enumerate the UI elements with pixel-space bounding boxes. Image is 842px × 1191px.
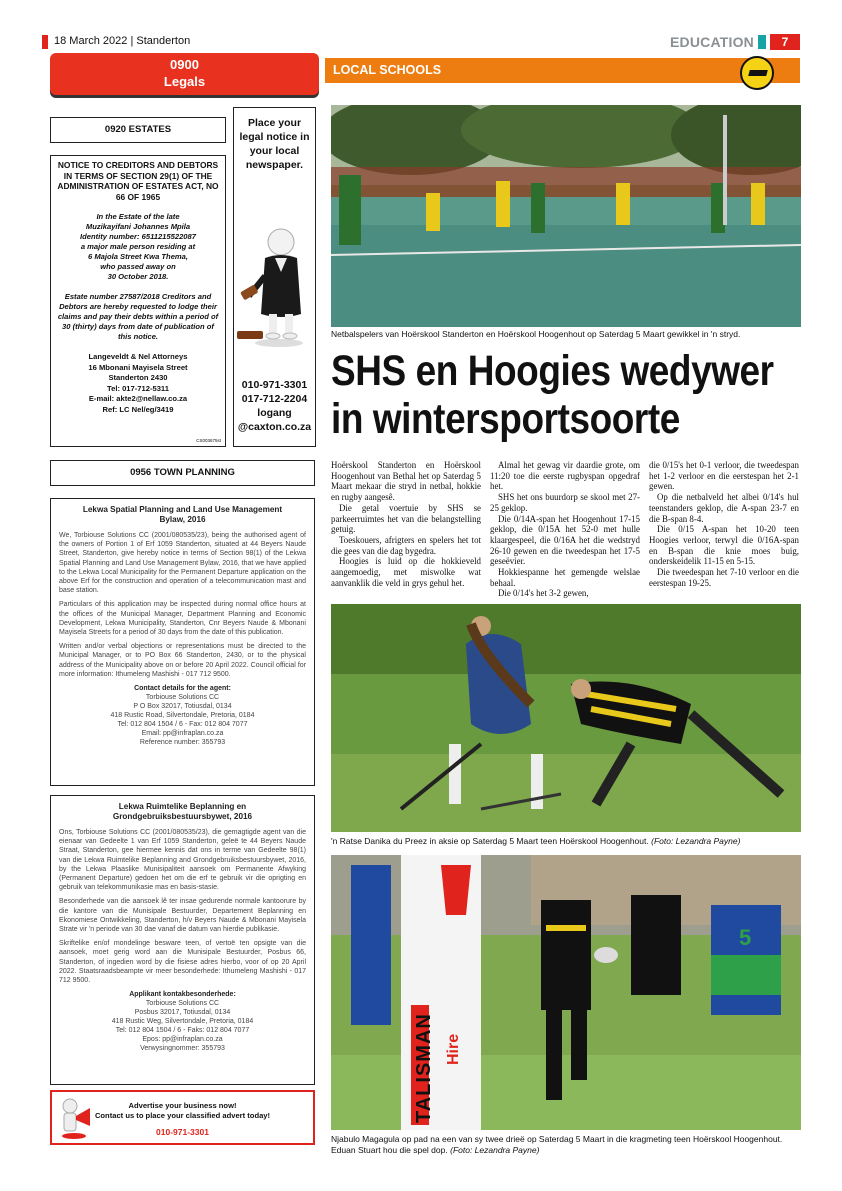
jersey-number: 5 — [739, 925, 752, 950]
attorney-details: Langeveldt & Nel Attorneys 16 Mbonani Mayisela Street Standerton 2430 Tel: 017-712-5311 E-mail: akte2@nellaw.co.za Ref: LC Nel/eg/3419 — [88, 352, 188, 414]
photo-caption-hockey: 'n Ratse Danika du Preez in aksie op Saterdag 5 Maart teen Hoërskool Hoogenhout. (Foto: Lezandra Payne) — [331, 836, 741, 846]
photo-caption-rugby: Njabulo Magagula op pad na een van sy twee drieë op Saterdag 5 Maart in die kragmeting teen Hoërskool Hoogenhout. Eduan Stuart hou die spel dop. (Foto: Lezandra Payne) — [331, 1134, 783, 1155]
article-column-1: Hoërskool Standerton en Hoërskool Hoogenhout van Bethal het op Saterdag 5 Maart mekaar die stryd in netbal, hokkie en rugby aangesê. Die getal voertuie by SHS se parkeerruimtes het van die belangstelling getuig. Toeskouers, afrigters en spelers het tot die gees van die dag bygedra. Hoogies is luid op die hokkieveld aangemoedig, met miswolke wat aanvanklik die veld in grys gehul het. — [331, 460, 481, 588]
header-teal-block — [758, 35, 766, 49]
page-header — [42, 34, 800, 50]
classified-advert-box — [50, 1090, 315, 1145]
advert-phone: 010-971-3301 — [156, 1127, 209, 1137]
banner-text-talisman: TALISMAN — [413, 1013, 435, 1123]
section-title: EDUCATION — [670, 34, 754, 50]
notice-paragraph: Written and/or verbal objections or representations must be directed to the Municipal Manager, or to PO Box 66 Standerton, 2430, or to the physical address of the Municipality above on or before 20 April 2022. Council official for more information: Ithumeleng Mashishi - 017 712 9500. — [59, 643, 306, 678]
legals-banner — [50, 53, 319, 95]
estate-notice-title: NOTICE TO CREDITORS AND DEBTORS IN TERMS OF SECTION 29(1) OF THE ADMINISTRATION OF ESTATES ACT, NO 66 OF 1965 — [57, 160, 219, 202]
estate-body: Estate number 27587/2018 Creditors and Debtors are hereby requested to lodge their claims and pay their debts within a period of 30 (thirty) days from date of publication of this notice. — [57, 292, 219, 341]
megaphone-figure-icon — [56, 1096, 96, 1140]
local-schools-bar — [325, 58, 800, 83]
estates-heading: 0920 ESTATES — [50, 117, 226, 143]
advert-line-1: Advertise your business now! — [128, 1101, 237, 1110]
netball-photo — [331, 105, 801, 327]
page-number: 7 — [770, 34, 800, 50]
notice-title: Lekwa Spatial Planning and Land Use Management Bylaw, 2016 — [82, 505, 283, 524]
article-column-3: die 0/15's het 0-1 verloor, die tweedespan het 1-2 verloor en die eerstespan het 2-1 gewen. Op die netbalveld het albei 0/14's hul teenstanders geklop, die A-span 23-7 en die B-span 8-4. Die 0/15 A-span het 10-20 teen Hoogies verloor, terwyl die 0/16A-span en B-span die knie moes buig, onderskeidelik 11-15 en 5-15. Die tweedespan het 7-10 verloor en die eerstespan 19-25. — [649, 460, 799, 588]
advert-line-2: Contact us to place your classified advert today! — [94, 1111, 271, 1120]
ad-reference-code: CS003675st — [196, 438, 221, 443]
photo-caption-netball: Netbalspelers van Hoërskool Standerton en Hoërskool Hoogenhout op Saterdag 5 Maart gewikkel in 'n stryd. — [331, 329, 741, 339]
notice-paragraph: We, Torbiouse Solutions CC (2001/080535/23), being the authorised agent of the owners of Portion 1 of Erf 1059 Standerton, situated at 44 Beyers Naude Street, Standerton, give hereby notice in terms of Section 98(1) of the Lekwa Spatial Planning and Land Use Management Bylaw, 2016, that we have applied to the Lekwa Local Municipality for the Permanent Departure application on the above Erf for the construction and operation of a telecommunication mast and base station. — [59, 532, 306, 595]
notice-paragraph: Besonderhede van die aansoek lê ter insae gedurende normale kantoorure by die kantore van die Munisipale Bestuurder, Departement Beplanning en Ekonomiese Ontwikkeling, Standerton, h/v Beyers Naude & Mbonani Mayisela Strate vir 'n periode van 30 dae vanaf die datum van hierdie publikasie. — [59, 898, 306, 934]
legals-title: Legals — [163, 74, 206, 89]
article-column-2: Almal het gewag vir daardie grote, om 11:20 toe die eerste rugbyspan opgedraf het. SHS het ons buurdorp se skool met 27-25 geklop. Die 0/14A-span het Hoogenhout 17-15 geklop, die 0/15A het 52-0 met hulle klaargespeel, die 0/16A het die wedstryd 26-10 gewen en die tweedespan het 17-5 geseëvier. Hokkiespanne het gemengde welslae behaal. Die 0/14's het 3-2 gewen, — [490, 460, 640, 599]
place-notice-contact: 010-971-3301 017-712-2204 logang @caxton.co.za — [237, 379, 312, 433]
place-notice-text: Place your legal notice in your local newspaper. — [239, 117, 310, 171]
legals-number: 0900 — [170, 57, 199, 72]
town-planning-notice-english — [50, 498, 315, 786]
notice-paragraph: Particulars of this application may be inspected during normal office hours at the offices of the Municipal Manager, Department Planning and Economic Development, Lekwa Municipality, Standerton, Cnr Beyers Naude & Mbonani Mayisela Streets for a period of 30 days from the date of this publication. — [59, 601, 306, 637]
applicant-contact: Applikant kontakbesonderhede: Torbiouse Solutions CC Posbus 32017, Totiusdal, 0134 418 Rustic Weg, Silvertondale, Pretoria, 0184 Tel: 012 804 1504 / 6 - Faks: 012 804 7077 Epos: pp@infraplan.co.za Verwysingnommer: 355793 — [111, 991, 254, 1053]
judge-gavel-illustration — [235, 216, 315, 366]
article-headline: SHS en Hoogies wedywer in wintersportsoorte — [331, 347, 774, 443]
notice-paragraph: Skriftelike en/of mondelinge besware teen, of vertoë ten opsigte van die aansoek, moet gerig word aan die Munisipale Bestuurder, Posbus 66, Standerton, of ingedien word by die fisiese adres hierbo, voor of op 20 April 2022. Staatsraadsbeampte vir meer besonderhede: Ithumeleng Mashishi - 017 712 9500. — [59, 940, 306, 985]
local-schools-title: LOCAL SCHOOLS — [333, 63, 442, 77]
place-notice-box — [233, 107, 316, 447]
notice-title: Lekwa Ruimtelike Beplanning en Grondgebruiksbestuursbywet, 2016 — [112, 802, 253, 821]
estate-details: In the Estate of the late Muzikayifani Johannes Mpila Identity number: 6511215522087 a major male person residing at 6 Majola Street Kwa Thema, who passed away on 30 October 2018. — [80, 212, 196, 281]
header-date-line: 18 March 2022 | Standerton — [54, 35, 191, 47]
notice-paragraph: Ons, Torbiouse Solutions CC (2001/080535/23), die gemagtigde agent van die eienaar van Gedeelte 1 van Erf 1059 Standerton, geleë te 44 Beyers Naude Straat, Standerton, gee hiermee kennis dat ons in terme van Gedeelte 98(1) van die Lekwa Ruimtelike Beplanning and Grondgebruiksbestuursbywet, 2016, by the Lekwa Plaaslike Munisipaliteit aansoek om Permanente Afwyking (Permanent Departure) gedoen het om die erf te gebruik vir die oprigting en gebruik van telekommunikasie mas en basis-stasie. — [59, 829, 306, 892]
hockey-photo — [331, 604, 801, 832]
rugby-photo — [331, 855, 801, 1130]
header-accent-bar — [42, 35, 48, 49]
town-planning-heading: 0956 TOWN PLANNING — [50, 460, 315, 486]
banner-text-hire: Hire — [445, 1033, 462, 1065]
agent-contact: Contact details for the agent: Torbiouse Solutions CC P O Box 32017, Totiusdal, 0134 418 Rustic Road, Silvertondale, Pretoria, 0184 Tel: 012 804 1504 / 6 - Fax: 012 804 7077 Email: pp@infraplan.co.za Reference number: 355793 — [110, 685, 255, 747]
estate-notice — [50, 155, 226, 447]
graduation-cap-icon — [740, 56, 774, 90]
town-planning-notice-afrikaans — [50, 795, 315, 1085]
